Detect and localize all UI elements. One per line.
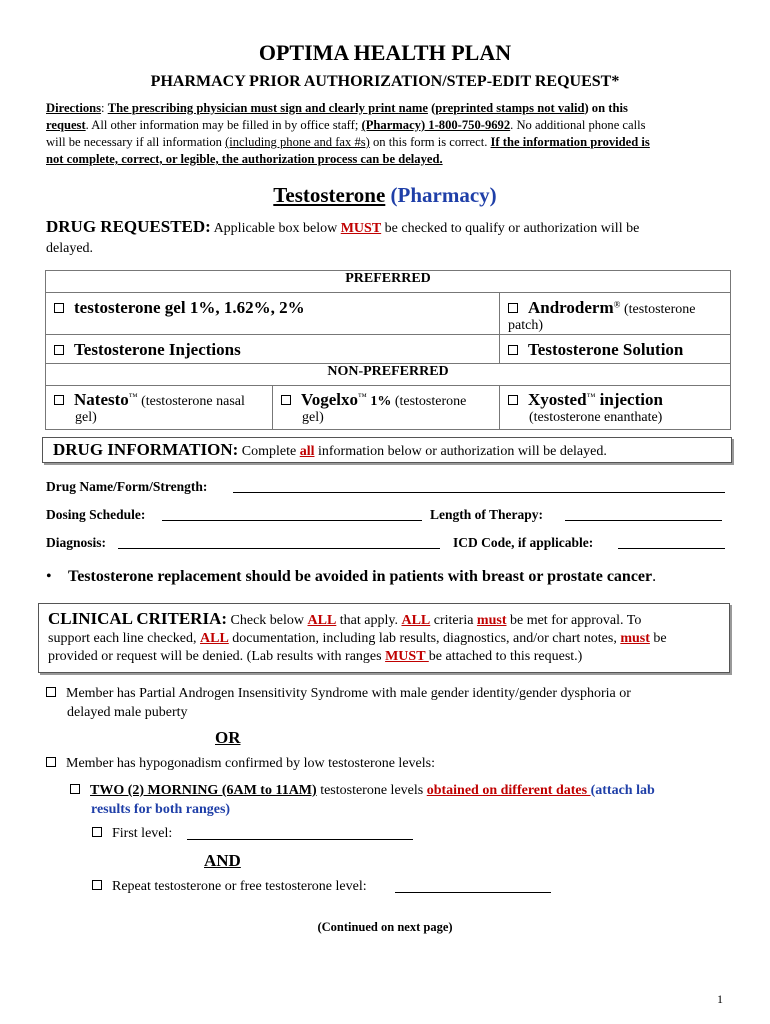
checkbox[interactable] <box>92 880 102 890</box>
icd-field[interactable] <box>618 533 725 549</box>
option-natesto[interactable]: Natesto™ (testosterone nasal gel) <box>46 386 273 430</box>
checkbox[interactable] <box>46 757 56 767</box>
option-androderm[interactable]: Androderm® (testosterone patch) <box>500 293 731 335</box>
criterion-pais[interactable]: Member has Partial Androgen Insensitivity Syndrome with male gender identity/gender dysphoria or delayed male puberty <box>46 684 736 722</box>
preferred-header: PREFERRED <box>46 271 731 293</box>
option-testosterone-injections[interactable]: Testosterone Injections <box>46 335 500 364</box>
drug-title: Testosterone (Pharmacy) <box>273 183 497 207</box>
checkbox[interactable] <box>54 345 64 355</box>
directions: Directions: The prescribing physician must sign and clearly print name (preprinted stamps not valid) on this request. All other information may be filled in by office staff; (Pharmacy) 1-800-750-9692. No additional phone calls will be necessary if all information (including phone and fax #s) on this form is correct. If the information provided is not complete, correct, or legible, the authorization process can be delayed. <box>46 101 650 166</box>
checkbox[interactable] <box>54 395 64 405</box>
diagnosis-label: Diagnosis: <box>46 535 107 550</box>
continued-note: (Continued on next page) <box>317 920 453 934</box>
diagnosis-field[interactable] <box>118 533 440 549</box>
page-number: 1 <box>717 992 723 1006</box>
clinical-criteria-box: CLINICAL CRITERIA: Check below ALL that apply. ALL criteria must be met for approval. To support each line checked, ALL documentation, including lab results, diagnostics, and/or chart notes, must be provided or request will be denied. (Lab results with ranges MUST be attached to this request.) <box>38 603 730 673</box>
and-label: AND <box>204 851 241 870</box>
page-subtitle: PHARMACY PRIOR AUTHORIZATION/STEP-EDIT REQUEST* <box>150 73 620 90</box>
criterion-repeat-level[interactable]: Repeat testosterone or free testosterone level: <box>92 879 367 895</box>
checkbox[interactable] <box>46 687 56 697</box>
warning-bullet: • Testosterone replacement should be avoided in patients with breast or prostate cancer. <box>46 568 657 585</box>
checkbox[interactable] <box>508 345 518 355</box>
first-level-field[interactable] <box>187 824 413 840</box>
checkbox[interactable] <box>92 827 102 837</box>
drug-information-header: DRUG INFORMATION: Complete all information below or authorization will be delayed. <box>42 437 732 463</box>
checkbox[interactable] <box>70 784 80 794</box>
criterion-hypogonadism[interactable]: Member has hypogonadism confirmed by low testosterone levels: <box>46 756 435 772</box>
page-title: OPTIMA HEALTH PLAN <box>258 40 512 65</box>
repeat-level-field[interactable] <box>395 877 551 893</box>
or-label: OR <box>215 728 241 747</box>
dosing-label: Dosing Schedule: <box>46 507 146 522</box>
criterion-two-morning[interactable]: TWO (2) MORNING (6AM to 11AM) testosterone levels obtained on different dates (attach lab results for both ranges) <box>70 781 730 819</box>
option-testosterone-solution[interactable]: Testosterone Solution <box>500 335 731 364</box>
icd-label: ICD Code, if applicable: <box>453 535 594 550</box>
non-preferred-header: NON-PREFERRED <box>46 364 731 386</box>
dosing-field[interactable] <box>162 505 422 521</box>
option-testosterone-gel[interactable]: testosterone gel 1%, 1.62%, 2% <box>46 293 500 335</box>
option-vogelxo[interactable]: Vogelxo™ 1% (testosterone gel) <box>273 386 500 430</box>
length-field[interactable] <box>565 505 722 521</box>
criterion-first-level[interactable]: First level: <box>92 826 172 842</box>
checkbox[interactable] <box>508 395 518 405</box>
drug-requested: DRUG REQUESTED: Applicable box below MUST be checked to qualify or authorization will be delayed. <box>46 217 640 256</box>
option-xyosted[interactable]: Xyosted™ injection (testosterone enanthate) <box>500 386 731 430</box>
checkbox[interactable] <box>281 395 291 405</box>
drug-table <box>45 270 731 430</box>
drug-name-field[interactable] <box>233 477 725 493</box>
length-label: Length of Therapy: <box>430 507 544 522</box>
checkbox[interactable] <box>508 303 518 313</box>
checkbox[interactable] <box>54 303 64 313</box>
drug-name-label: Drug Name/Form/Strength: <box>46 479 208 494</box>
